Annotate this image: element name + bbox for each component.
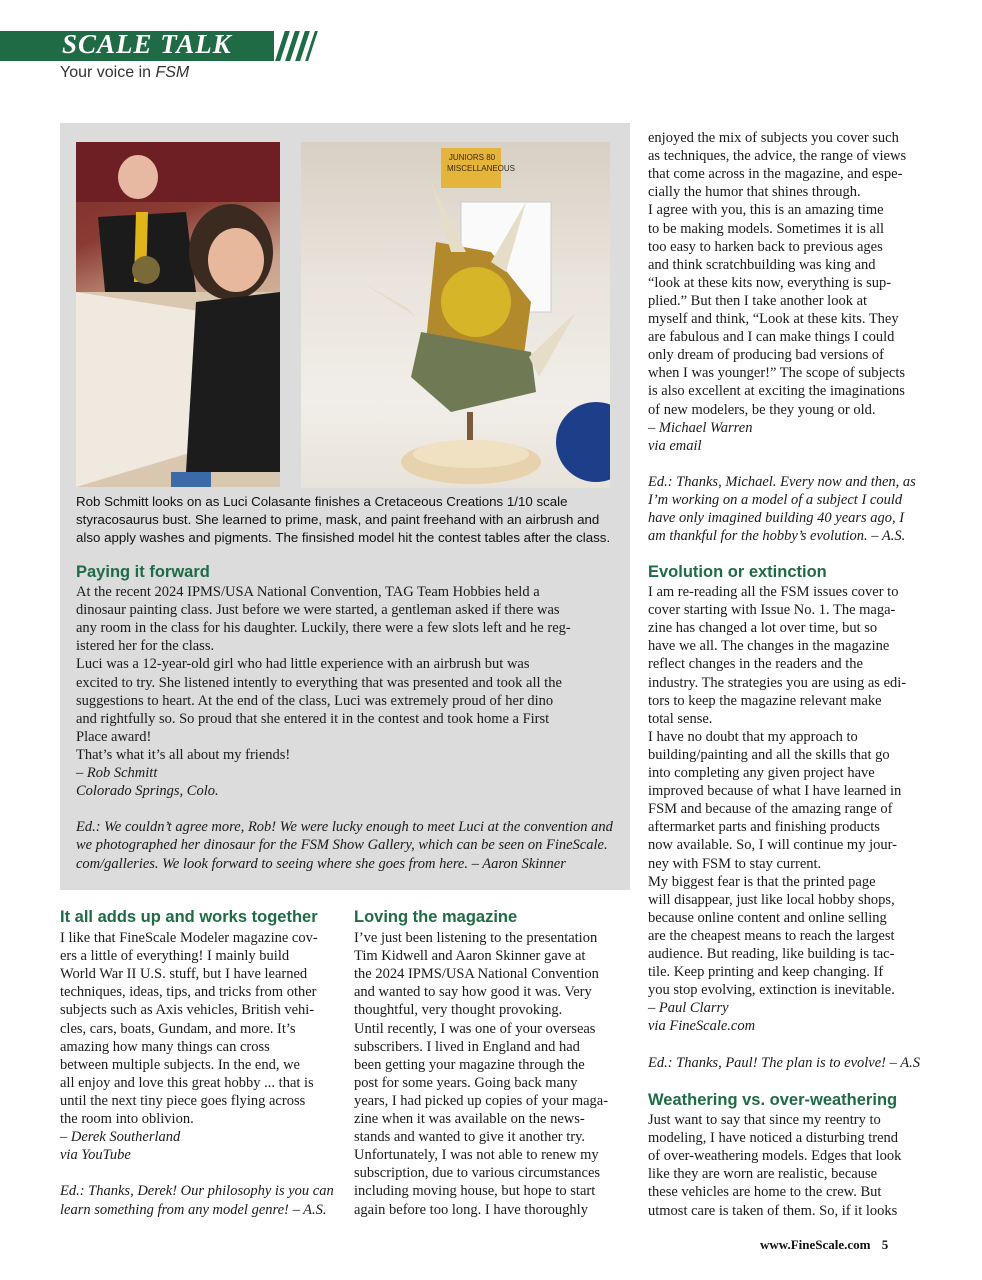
body-line: plied.” But then I take another look at — [648, 292, 868, 309]
body-line: again before too long. I have thoroughly — [354, 1201, 588, 1218]
body-line: are fabulous and I can make things I could — [648, 329, 895, 346]
signature-line: – Michael Warren — [648, 419, 753, 436]
body-line: now available. So, I will continue my jour- — [648, 837, 897, 854]
page-number: 5 — [881, 1237, 889, 1252]
signature-line: via email — [648, 437, 702, 454]
body-line: and think scratchbuilding was king and — [648, 256, 876, 273]
heading-paying-it-forward: Paying it forward — [76, 563, 210, 581]
body-line: subjects such as Axis vehicles, British vehi- — [60, 1002, 315, 1019]
body-line: and rightfully so. So proud that she entered it in the contest and took home a First — [76, 710, 550, 727]
body-line: myself and think, “Look at these kits. They — [648, 311, 899, 327]
body-line: istered her for the class. — [76, 638, 215, 655]
photo-styracosaurus-bust — [301, 142, 610, 488]
body-line: subscription, due to various circumstances — [354, 1165, 601, 1182]
body-line: Just want to say that since my reentry to — [648, 1112, 881, 1128]
body-line: of new modelers, be they young or old. — [648, 401, 876, 418]
body-line: utmost care is taken of them. So, if it looks — [648, 1202, 898, 1219]
body-line: amazing how many things can cross — [60, 1038, 270, 1055]
body-line: My biggest fear is that the printed page — [648, 873, 876, 890]
body-line: Unfortunately, I was not able to renew my — [354, 1147, 599, 1164]
body-line: Until recently, I was one of your overseas — [354, 1020, 596, 1037]
body-line: are the cheapest means to reach the largest — [648, 927, 895, 944]
body-line: Place award! — [76, 728, 152, 745]
body-line: including moving house, but hope to start — [354, 1183, 596, 1200]
body-line: industry. The strategies you are using as edi- — [648, 674, 907, 691]
editor-note-line: Ed.: Thanks, Derek! Our philosophy is you can — [60, 1183, 334, 1200]
signature-line: via YouTube — [60, 1147, 131, 1164]
body-line: post for some years. Going back many — [354, 1074, 578, 1091]
body-line: years, I had picked up copies of your maga- — [354, 1092, 609, 1109]
body-line: “look at these kits now, everything is sup- — [648, 274, 892, 291]
body-line: of over-weathering models. Edges that look — [648, 1148, 902, 1165]
body-line: I am re-reading all the FSM issues cover to — [648, 584, 899, 600]
body-line: enjoyed the mix of subjects you cover such — [648, 130, 899, 146]
signature-line: – Paul Clarry — [648, 1000, 729, 1017]
body-line: zine has changed a lot over time, but so — [648, 620, 878, 637]
body-line: subscribers. I lived in England and had — [354, 1038, 580, 1055]
body-line: because online content and online selling — [648, 909, 887, 926]
editor-note-line: Ed.: We couldn’t agree more, Rob! We were lucky enough to meet Luci at the convention and — [76, 819, 613, 836]
body-line: ers a little of everything! I mainly build — [60, 948, 290, 965]
body-line: the room into oblivion. — [60, 1111, 194, 1127]
body-line: have we all. The changes in the magazine — [648, 638, 890, 655]
page-footer — [760, 1237, 888, 1253]
body-line: total sense. — [648, 710, 713, 727]
body-line: FSM and because of the amazing range of — [648, 801, 893, 818]
body-line: and wanted to say how good it was. Very — [354, 984, 592, 1001]
body-line: will disappear, just like local hobby shops, — [648, 891, 895, 908]
body-line: modeling, I have noticed a disturbing trend — [648, 1130, 899, 1147]
body-line: aftermarket parts and finishing products — [648, 819, 880, 836]
body-line: audience. But reading, like building is tac- — [648, 946, 895, 962]
body-line: dinosaur painting class. Just before we were started, a gentleman asked if there was — [76, 602, 560, 619]
body-line: as techniques, the advice, the range of views — [648, 148, 907, 165]
contest-sign-text: JUNIORS 80 MISCELLANEOUS — [447, 153, 516, 173]
editor-note-line: I’m working on a model of a subject I could — [648, 492, 903, 508]
heading-evolution: Evolution or extinction — [648, 563, 827, 581]
body-line: you stop evolving, extinction is inevitable. — [648, 982, 895, 999]
body-line: into completing any given project have — [648, 765, 875, 781]
body-line: cles, cars, boats, Gundam, and more. It’s — [60, 1020, 296, 1037]
body-line: I like that FineScale Modeler magazine cov- — [60, 930, 318, 946]
body-line: World War II U.S. stuff, but I have learned — [60, 966, 308, 983]
signature-line: Colorado Springs, Colo. — [76, 783, 219, 800]
body-line: ney with FSM to stay current. — [648, 855, 822, 872]
body-line: stands and wanted to give it another try. — [354, 1129, 586, 1146]
footer-site: www.FineScale.com — [760, 1237, 871, 1252]
editor-note-line: am thankful for the hobby’s evolution. – A.S. — [648, 528, 906, 545]
signature-line: – Rob Schmitt — [76, 765, 158, 781]
body-line: cover starting with Issue No. 1. The maga- — [648, 602, 896, 619]
body-line: like they are worn are realistic, because — [648, 1166, 878, 1183]
editor-note-line: Ed.: Thanks, Paul! The plan is to evolve! – A.S — [648, 1054, 920, 1071]
body-line: tile. Keep printing and keep changing. If — [648, 964, 884, 981]
photo-caption: styracosaurus bust. She learned to prime, mask, and paint freehand with an airbrush and — [76, 512, 600, 527]
heading-weathering: Weathering vs. over-weathering — [648, 1091, 898, 1109]
editor-note-line: have only imagined building 40 years ago, I — [648, 510, 905, 527]
signature-line: – Derek Southerland — [60, 1129, 181, 1146]
body-line: suggestions to heart. At the end of the class, Luci was extremely proud of her dino — [76, 692, 554, 709]
photo-caption: also apply washes and pigments. The finsished model hit the contest tables after the class. — [76, 530, 611, 545]
editor-note-line: com/galleries. We look forward to seeing where she goes from here. – Aaron Skinner — [76, 855, 566, 872]
section-title: SCALE TALK — [62, 29, 232, 59]
body-line: these vehicles are home to the crew. But — [648, 1184, 882, 1201]
body-line: Tim Kidwell and Aaron Skinner gave at — [354, 948, 586, 965]
body-line: zine when it was available on the news- — [354, 1111, 585, 1127]
heading-loving-magazine: Loving the magazine — [354, 908, 518, 926]
body-line: thoughtful, very thought provoking. — [354, 1002, 563, 1019]
body-line: any room in the class for his daughter. Luckily, there were a few slots left and he reg- — [76, 620, 571, 637]
heading-adds-up: It all adds up and works together — [60, 908, 318, 926]
body-line: techniques, ideas, tips, and tricks from other — [60, 984, 317, 1001]
body-line: between multiple subjects. In the end, we — [60, 1056, 300, 1073]
body-line: I agree with you, this is an amazing time — [648, 202, 884, 219]
editor-note-line: learn something from any model genre! – A.S. — [60, 1201, 327, 1218]
body-line: I have no doubt that my approach to — [648, 728, 858, 745]
signature-line: via FineScale.com — [648, 1018, 756, 1035]
body-line: improved because of what I have learned in — [648, 783, 902, 800]
body-line: Luci was a 12-year-old girl who had little experience with an airbrush but was — [76, 656, 530, 673]
body-line: is also excellent at exciting the imaginations — [648, 383, 905, 400]
body-line: when I was younger!” The scope of subjects — [648, 365, 906, 382]
photo-class-painting — [76, 142, 280, 487]
body-line: At the recent 2024 IPMS/USA National Convention, TAG Team Hobbies held a — [76, 584, 540, 600]
body-line: excited to try. She listened intently to everything that was presented and took all the — [76, 674, 562, 691]
body-line: too easy to harken back to previous ages — [648, 238, 883, 255]
photo-caption: Rob Schmitt looks on as Luci Colasante finishes a Cretaceous Creations 1/10 scale — [76, 494, 568, 509]
body-line: That’s what it’s all about my friends! — [76, 746, 291, 763]
body-line: until the next tiny piece goes flying across — [60, 1092, 306, 1109]
editor-note-line: we photographed her dinosaur for the FSM Show Gallery, which can be seen on FineScale. — [76, 837, 608, 854]
section-subtitle: Your voice in FSM — [60, 64, 190, 81]
body-line: I’ve just been listening to the presentation — [354, 930, 598, 946]
body-line: building/painting and all the skills that go — [648, 746, 890, 763]
body-line: been getting your magazine through the — [354, 1056, 585, 1073]
body-line: reflect changes in the readers and the — [648, 656, 863, 673]
editor-note-line: Ed.: Thanks, Michael. Every now and then, as — [648, 473, 916, 490]
body-line: only dream of producing bad versions of — [648, 347, 884, 364]
body-line: to be making models. Sometimes it is all — [648, 220, 885, 237]
body-line: tors to keep the magazine relevant make — [648, 692, 882, 709]
body-line: the 2024 IPMS/USA National Convention — [354, 966, 599, 983]
body-line: all enjoy and love this great hobby ... that is — [60, 1074, 314, 1091]
body-line: cially the humor that shines through. — [648, 184, 861, 201]
body-line: that come across in the magazine, and espe- — [648, 166, 903, 183]
